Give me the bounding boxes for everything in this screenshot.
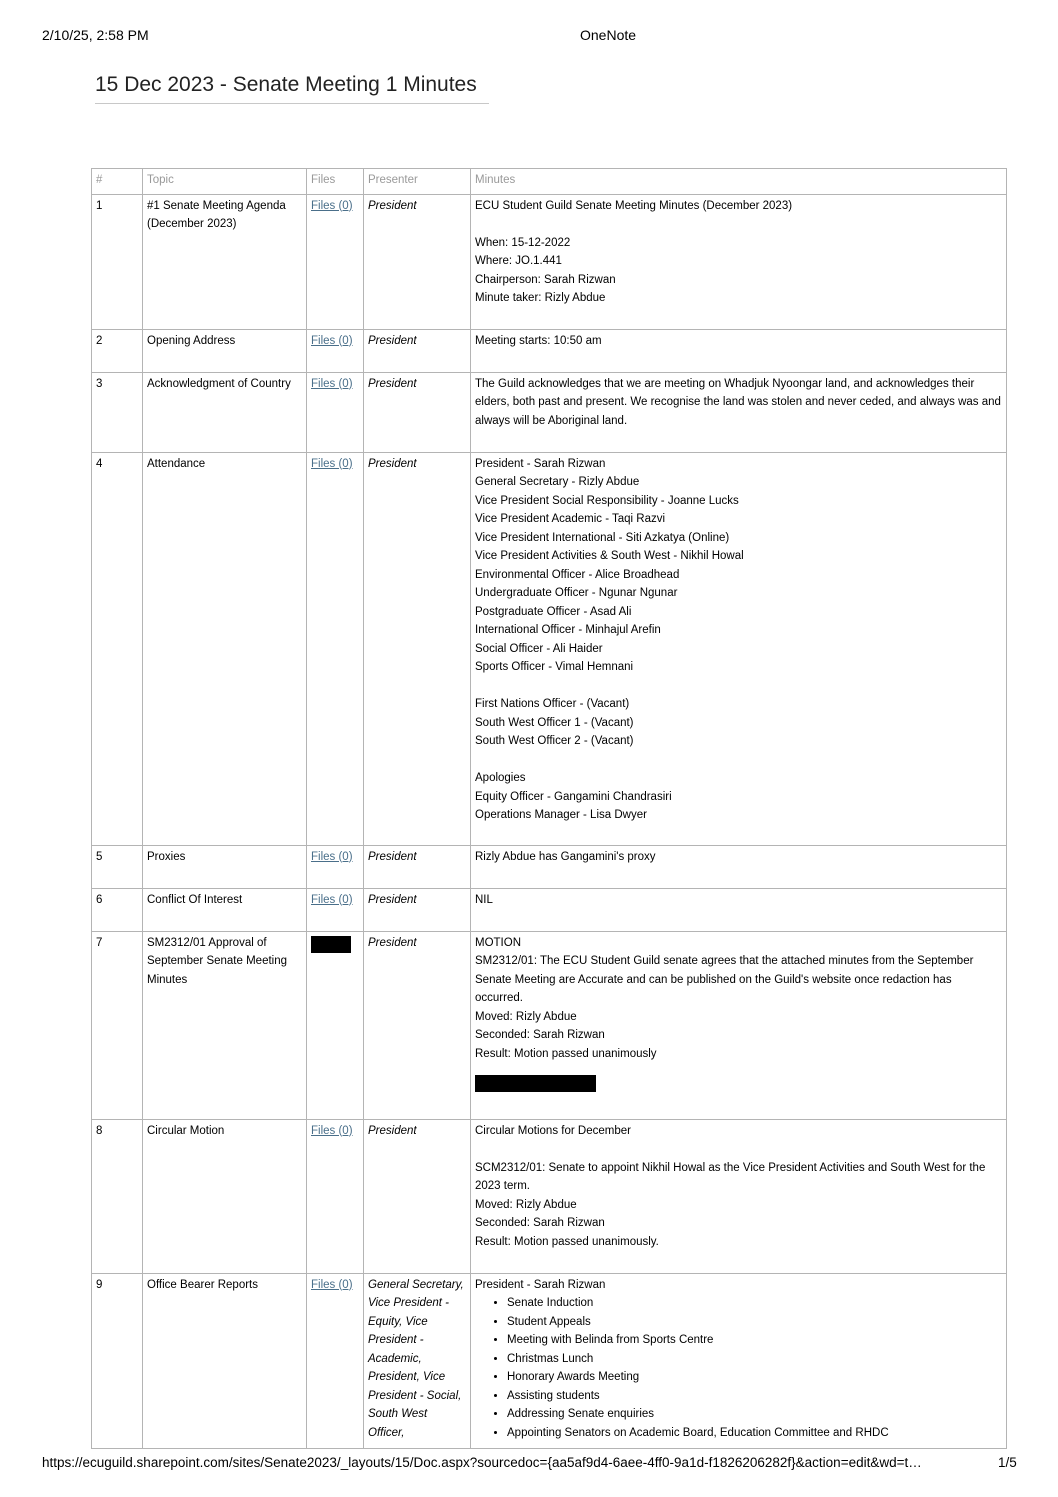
row-number: 5 — [92, 845, 143, 888]
row-minutes — [471, 329, 1007, 372]
row-files — [307, 845, 364, 888]
table-row — [92, 888, 1007, 931]
page-title: 15 Dec 2023 - Senate Meeting 1 Minutes — [95, 73, 489, 104]
minutes-line: Undergraduate Officer - Ngunar Ngunar — [475, 587, 678, 599]
minutes-line: ECU Student Guild Senate Meeting Minutes (December 2023) — [475, 199, 793, 212]
minutes-line: Operations Manager - Lisa Dwyer — [475, 809, 647, 821]
row-topic: Office Bearer Reports — [143, 1273, 307, 1448]
blank-line — [475, 215, 1002, 234]
redacted-block — [475, 1075, 596, 1092]
minutes-line: NIL — [475, 893, 493, 906]
table-row — [92, 931, 1007, 1119]
minutes-line: Environmental Officer - Alice Broadhead — [475, 568, 680, 581]
minutes-line: Meeting starts: 10:50 am — [475, 334, 602, 347]
row-topic: Attendance — [143, 452, 307, 845]
files-link[interactable]: Files (0) — [311, 850, 353, 863]
minutes-line: Seconded: Sarah Rizwan — [475, 1029, 605, 1041]
table-header-row — [92, 169, 1007, 195]
row-minutes — [471, 888, 1007, 931]
minutes-line: SM2312/01: The ECU Student Guild senate agrees that the attached minutes from the September Senate Meeting are Accurate and can be published on the Guild's website once redaction has occurred. — [475, 955, 974, 1004]
blank-line — [475, 751, 1002, 770]
minutes-line: First Nations Officer - (Vacant) — [475, 698, 630, 710]
files-link[interactable]: Files (0) — [311, 377, 353, 390]
blank-line — [475, 1140, 1002, 1159]
report-list — [475, 1294, 1002, 1442]
row-files — [307, 931, 364, 1119]
list-item: • Honorary Awards Meeting — [507, 1368, 1002, 1387]
minutes-line: Apologies — [475, 772, 526, 784]
files-link[interactable]: Files (0) — [311, 1124, 353, 1137]
app-name: OneNote — [580, 27, 637, 43]
table-row — [92, 452, 1007, 845]
minutes-line: Social Officer - Ali Haider — [475, 642, 603, 655]
table-row — [92, 329, 1007, 372]
row-number: 9 — [92, 1273, 143, 1448]
row-files — [307, 1119, 364, 1273]
row-number: 2 — [92, 329, 143, 372]
blank-line — [475, 677, 1002, 696]
row-number: 6 — [92, 888, 143, 931]
row-minutes — [471, 372, 1007, 452]
row-presenter: President — [364, 329, 471, 372]
minutes-line: Vice President International - Siti Azkatya (Online) — [475, 531, 730, 544]
row-number: 7 — [92, 931, 143, 1119]
row-files — [307, 372, 364, 452]
minutes-line: Moved: Rizly Abdue — [475, 1198, 577, 1211]
minutes-line: President - Sarah Rizwan — [475, 457, 606, 470]
row-files — [307, 888, 364, 931]
minutes-line: Circular Motions for December — [475, 1124, 631, 1137]
row-number: 1 — [92, 194, 143, 329]
row-number: 4 — [92, 452, 143, 845]
list-item: • Appointing Senators on Academic Board, Education Committee and RHDC — [507, 1424, 1002, 1443]
row-files — [307, 452, 364, 845]
minutes-line: Minute taker: Rizly Abdue — [475, 292, 606, 304]
row-presenter: President — [364, 845, 471, 888]
row-files — [307, 194, 364, 329]
row-files — [307, 329, 364, 372]
minutes-line: Seconded: Sarah Rizwan — [475, 1217, 605, 1229]
table-row — [92, 1119, 1007, 1273]
row-topic: SM2312/01 Approval of September Senate Meeting Minutes — [143, 931, 307, 1119]
row-presenter: President — [364, 931, 471, 1119]
minutes-line: The Guild acknowledges that we are meeting on Whadjuk Nyoongar land, and acknowledges their elders, both past and present. We recognise the land was stolen and never ceded, and always was and always will be Aboriginal land. — [475, 377, 1001, 427]
list-item: • Assisting students — [507, 1387, 1002, 1406]
minutes-line: Vice President Activities & South West - Nikhil Howal — [475, 550, 744, 562]
row-minutes — [471, 452, 1007, 845]
row-presenter: President — [364, 1119, 471, 1273]
row-presenter: President — [364, 372, 471, 452]
page-number: 1/5 — [998, 1455, 1017, 1470]
list-item: • Addressing Senate enquiries — [507, 1405, 1002, 1424]
minutes-line: SCM2312/01: Senate to appoint Nikhil Howal as the Vice President Activities and South West for the 2023 term. — [475, 1161, 986, 1192]
files-link[interactable]: Files (0) — [311, 893, 353, 906]
print-datetime: 2/10/25, 2:58 PM — [42, 27, 149, 43]
row-files — [307, 1273, 364, 1448]
minutes-line: Vice President Social Responsibility - Joanne Lucks — [475, 494, 739, 507]
minutes-line: Sports Officer - Vimal Hemnani — [475, 661, 634, 673]
files-link[interactable]: Files (0) — [311, 334, 353, 347]
minutes-line: When: 15-12-2022 — [475, 236, 571, 249]
minutes-line: Moved: Rizly Abdue — [475, 1010, 577, 1023]
minutes-line: Chairperson: Sarah Rizwan — [475, 273, 616, 286]
footer-url: https://ecuguild.sharepoint.com/sites/Senate2023/_layouts/15/Doc.aspx?sourcedoc={aa5af9d4-6aee-4ff0-9a1d-f1826206282f}&action=edit&wd=t… — [42, 1455, 922, 1470]
minutes-line: Equity Officer - Gangamini Chandrasiri — [475, 790, 672, 803]
row-presenter: President — [364, 194, 471, 329]
minutes-line: Result: Motion passed unanimously. — [475, 1235, 659, 1248]
row-minutes — [471, 931, 1007, 1119]
list-item: • Meeting with Belinda from Sports Centre — [507, 1331, 1002, 1350]
minutes-line: Postgraduate Officer - Asad Ali — [475, 605, 632, 618]
table-row — [92, 194, 1007, 329]
files-link[interactable]: Files (0) — [311, 1278, 353, 1291]
minutes-line: General Secretary - Rizly Abdue — [475, 476, 640, 488]
minutes-line: Result: Motion passed unanimously — [475, 1047, 657, 1060]
minutes-line: Where: JO.1.441 — [475, 255, 562, 267]
row-topic: Circular Motion — [143, 1119, 307, 1273]
list-item: • Senate Induction — [507, 1294, 1002, 1313]
table-row — [92, 845, 1007, 888]
col-files-header: Files — [307, 169, 364, 195]
col-number-header: # — [92, 169, 143, 195]
files-link[interactable]: Files (0) — [311, 457, 353, 470]
row-minutes — [471, 845, 1007, 888]
row-minutes — [471, 1273, 1007, 1448]
col-minutes-header: Minutes — [471, 169, 1007, 195]
files-link[interactable]: Files (0) — [311, 199, 353, 212]
minutes-line: South West Officer 1 - (Vacant) — [475, 716, 634, 729]
row-presenter: President — [364, 452, 471, 845]
table-row — [92, 372, 1007, 452]
minutes-line: South West Officer 2 - (Vacant) — [475, 735, 634, 747]
col-presenter-header: Presenter — [364, 169, 471, 195]
row-minutes — [471, 1119, 1007, 1273]
minutes-line: Rizly Abdue has Gangamini's proxy — [475, 850, 656, 863]
row-number: 3 — [92, 372, 143, 452]
row-minutes — [471, 194, 1007, 329]
minutes-table — [91, 168, 1007, 1449]
minutes-line: International Officer - Minhajul Arefin — [475, 624, 661, 636]
col-topic-header: Topic — [143, 169, 307, 195]
list-item: • Christmas Lunch — [507, 1350, 1002, 1369]
row-topic: Acknowledgment of Country — [143, 372, 307, 452]
redacted-block — [311, 936, 351, 953]
row-topic: Opening Address — [143, 329, 307, 372]
row-presenter: President — [364, 888, 471, 931]
minutes-line: President - Sarah Rizwan — [475, 1278, 606, 1291]
table-row — [92, 1273, 1007, 1448]
row-topic: Proxies — [143, 845, 307, 888]
row-topic: Conflict Of Interest — [143, 888, 307, 931]
row-number: 8 — [92, 1119, 143, 1273]
row-topic: #1 Senate Meeting Agenda (December 2023) — [143, 194, 307, 329]
minutes-line: Vice President Academic - Taqi Razvi — [475, 513, 666, 525]
minutes-line: MOTION — [475, 936, 521, 949]
row-presenter: General Secretary, Vice President - Equity, Vice President - Academic, President, Vice President - Social, South West Officer, — [364, 1273, 471, 1448]
list-item: • Student Appeals — [507, 1313, 1002, 1332]
